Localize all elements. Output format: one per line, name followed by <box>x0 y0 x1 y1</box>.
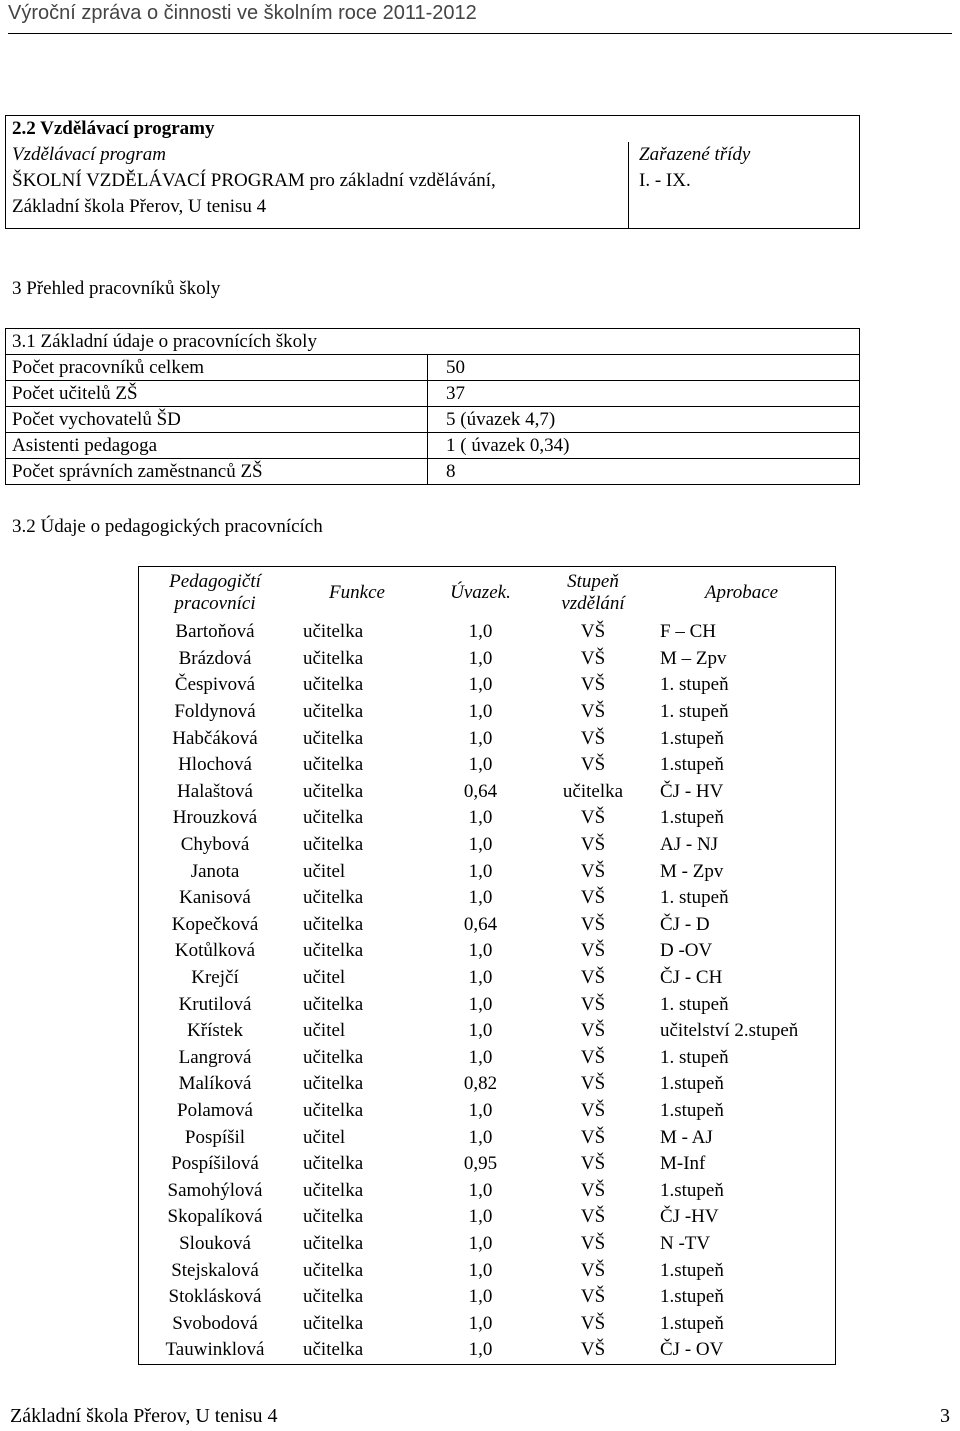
table-row <box>139 1098 836 1125</box>
teachers-header-row <box>139 567 836 620</box>
teacher-load: 1,0 <box>468 1126 493 1148</box>
teacher-education: učitelka <box>562 780 624 802</box>
teacher-approbation: 1.stupeň <box>660 1259 724 1281</box>
table-row <box>139 1204 836 1231</box>
teacher-load: 1,0 <box>468 993 493 1015</box>
teacher-approbation: 1.stupeň <box>660 807 724 829</box>
teacher-name: Skopalíková <box>167 1206 263 1228</box>
col-header-education-line1: Stupeň <box>567 571 619 592</box>
teacher-load: 1,0 <box>468 1046 493 1068</box>
teacher-function: učitelka <box>303 701 364 723</box>
teacher-function: učitelka <box>303 1339 364 1361</box>
table-row <box>139 672 836 699</box>
teacher-function: učitelka <box>303 1232 364 1254</box>
teacher-approbation: F – CH <box>660 621 716 643</box>
teacher-name: Janota <box>190 860 240 882</box>
teacher-approbation: 1.stupeň <box>660 1073 724 1095</box>
teacher-name: Polamová <box>177 1099 253 1121</box>
table-row <box>139 991 836 1018</box>
teachers-heading: 3.2 Údaje o pedagogických pracovnících <box>12 516 323 537</box>
teacher-load: 1,0 <box>468 701 493 723</box>
table-row <box>139 1071 836 1098</box>
teacher-name: Foldynová <box>174 701 256 723</box>
teacher-load: 1,0 <box>468 674 493 696</box>
teacher-approbation: 1.stupeň <box>660 1312 724 1334</box>
teacher-function: učitelka <box>303 1153 364 1175</box>
teacher-function: učitelka <box>303 1286 364 1308</box>
program-name-line2: Základní škola Přerov, U tenisu 4 <box>12 196 267 217</box>
teacher-name: Brázdová <box>178 647 252 669</box>
basic-staff-value: 5 (úvazek 4,7) <box>428 407 860 433</box>
teacher-load: 1,0 <box>468 834 493 856</box>
teacher-name: Slouková <box>179 1232 251 1254</box>
teacher-approbation: 1.stupeň <box>660 754 724 776</box>
table-row <box>139 1045 836 1072</box>
basic-staff-row <box>6 381 860 407</box>
teacher-load: 1,0 <box>468 940 493 962</box>
teacher-load: 0,82 <box>463 1073 498 1095</box>
teacher-education: VŠ <box>580 1153 606 1175</box>
teacher-function: učitel <box>303 967 346 989</box>
col-header-name-line1: Pedagogičtí <box>169 571 261 592</box>
teacher-education: VŠ <box>580 674 606 696</box>
col-header-name <box>139 567 292 620</box>
teacher-function: učitelka <box>303 913 364 935</box>
teacher-name: Malíková <box>178 1073 252 1095</box>
teacher-name: Samohýlová <box>167 1179 263 1201</box>
teacher-name: Čespivová <box>174 674 256 696</box>
teacher-approbation: 1. stupeň <box>660 674 729 696</box>
teacher-education: VŠ <box>580 967 606 989</box>
teacher-approbation: AJ - NJ <box>660 834 719 856</box>
teacher-function: učitel <box>303 860 346 882</box>
teacher-function: učitelka <box>303 647 364 669</box>
col-header-function: Funkce <box>329 582 385 603</box>
teacher-approbation: ČJ - D <box>660 913 710 935</box>
teacher-education: VŠ <box>580 1312 606 1334</box>
basic-staff-row <box>6 459 860 485</box>
teacher-approbation: 1. stupeň <box>660 887 729 909</box>
teacher-function: učitelka <box>303 727 364 749</box>
teacher-education: VŠ <box>580 834 606 856</box>
teacher-load: 1,0 <box>468 1232 493 1254</box>
teacher-load: 1,0 <box>468 1286 493 1308</box>
table-row <box>139 779 836 806</box>
teacher-education: VŠ <box>580 1073 606 1095</box>
teacher-load: 1,0 <box>468 1259 493 1281</box>
teacher-function: učitel <box>303 1020 346 1042</box>
teacher-function: učitelka <box>303 1179 364 1201</box>
teacher-load: 1,0 <box>468 887 493 909</box>
footer-page-number: 3 <box>940 1405 950 1427</box>
teacher-name: Svobodová <box>172 1312 258 1334</box>
teacher-approbation: N -TV <box>660 1232 711 1254</box>
teacher-education: VŠ <box>580 1126 606 1148</box>
teacher-education: VŠ <box>580 754 606 776</box>
teacher-education: VŠ <box>580 647 606 669</box>
table-row <box>139 619 836 646</box>
table-row <box>139 938 836 965</box>
teachers-table <box>138 566 836 1365</box>
teacher-function: učitelka <box>303 1099 364 1121</box>
teacher-function: učitelka <box>303 993 364 1015</box>
teacher-name: Pospíšil <box>184 1126 246 1148</box>
col-header-education <box>538 567 648 620</box>
teacher-load: 1,0 <box>468 1312 493 1334</box>
teacher-approbation: ČJ - OV <box>660 1339 724 1361</box>
teacher-approbation: 1.stupeň <box>660 727 724 749</box>
teacher-name: Hlochová <box>178 754 252 776</box>
teacher-function: učitelka <box>303 807 364 829</box>
teacher-approbation: 1.stupeň <box>660 1286 724 1308</box>
teacher-name: Tauwinklová <box>165 1339 265 1361</box>
table-row <box>139 646 836 673</box>
basic-staff-heading: 3.1 Základní údaje o pracovnících školy <box>6 329 860 355</box>
teacher-approbation: M-Inf <box>660 1153 706 1175</box>
teacher-function: učitel <box>303 1126 346 1148</box>
teacher-approbation: ČJ - HV <box>660 780 724 802</box>
teacher-load: 1,0 <box>468 1099 493 1121</box>
programs-heading: 2.2 Vzdělávací programy <box>12 118 215 139</box>
table-row <box>139 965 836 992</box>
teacher-education: VŠ <box>580 1099 606 1121</box>
table-row <box>139 725 836 752</box>
teacher-load: 1,0 <box>468 967 493 989</box>
table-row <box>139 1257 836 1284</box>
teacher-education: VŠ <box>580 1020 606 1042</box>
col-header-load: Úvazek. <box>450 582 511 603</box>
table-row <box>139 1310 836 1337</box>
teacher-education: VŠ <box>580 1232 606 1254</box>
table-row <box>139 1284 836 1311</box>
teacher-load: 1,0 <box>468 1206 493 1228</box>
teacher-education: VŠ <box>580 727 606 749</box>
table-row <box>139 1177 836 1204</box>
basic-staff-row <box>6 407 860 433</box>
teacher-function: učitelka <box>303 1259 364 1281</box>
teacher-name: Langrová <box>178 1046 252 1068</box>
teacher-load: 1,0 <box>468 621 493 643</box>
teacher-education: VŠ <box>580 887 606 909</box>
teacher-function: učitelka <box>303 780 364 802</box>
teacher-approbation: 1.stupeň <box>660 1099 724 1121</box>
teacher-load: 1,0 <box>468 754 493 776</box>
teacher-education: VŠ <box>580 1339 606 1361</box>
teacher-load: 0,64 <box>463 780 498 802</box>
table-row <box>139 832 836 859</box>
staff-overview-heading: 3 Přehled pracovníků školy <box>12 278 221 299</box>
basic-staff-label: Počet učitelů ZŠ <box>6 381 428 407</box>
program-column-label: Vzdělávací program <box>12 144 166 165</box>
table-row <box>139 699 836 726</box>
teacher-name: Hrouzková <box>172 807 258 829</box>
teacher-education: VŠ <box>580 621 606 643</box>
teacher-education: VŠ <box>580 1046 606 1068</box>
classes-column-label: Zařazené třídy <box>629 142 860 168</box>
teacher-load: 1,0 <box>468 807 493 829</box>
basic-staff-value: 8 <box>428 459 860 485</box>
teacher-name: Kanisová <box>179 887 251 909</box>
teacher-education: VŠ <box>580 1206 606 1228</box>
program-name-line1: ŠKOLNÍ VZDĚLÁVACÍ PROGRAM pro základní vzdělávání, <box>12 170 496 191</box>
program-classes: I. - IX. <box>629 168 860 229</box>
col-header-name-line2: pracovníci <box>174 593 256 614</box>
program-name <box>6 168 629 229</box>
teacher-education: VŠ <box>580 701 606 723</box>
teacher-education: VŠ <box>580 1286 606 1308</box>
teacher-approbation: 1. stupeň <box>660 1046 729 1068</box>
teacher-approbation: M - AJ <box>660 1126 713 1148</box>
basic-staff-value: 37 <box>428 381 860 407</box>
basic-staff-row <box>6 433 860 459</box>
teacher-function: učitelka <box>303 887 364 909</box>
teacher-name: Krutilová <box>178 993 252 1015</box>
table-row <box>139 1231 836 1258</box>
table-row <box>139 912 836 939</box>
teacher-name: Bartoňová <box>175 621 255 643</box>
teacher-function: učitelka <box>303 940 364 962</box>
teacher-name: Halaštová <box>177 780 253 802</box>
teacher-name: Kotůlková <box>174 940 256 962</box>
teacher-name: Habčáková <box>172 727 258 749</box>
teacher-load: 1,0 <box>468 1339 493 1361</box>
teacher-name: Kopečková <box>171 913 259 935</box>
teacher-function: učitelka <box>303 754 364 776</box>
table-row <box>139 858 836 885</box>
programs-table <box>5 115 860 229</box>
teacher-approbation: 1. stupeň <box>660 993 729 1015</box>
teacher-function: učitelka <box>303 1206 364 1228</box>
teacher-name: Stoklásková <box>168 1286 262 1308</box>
teacher-approbation: 1.stupeň <box>660 1179 724 1201</box>
teachers-rows <box>139 619 836 1364</box>
teacher-education: VŠ <box>580 913 606 935</box>
teacher-name: Pospíšilová <box>171 1153 259 1175</box>
basic-staff-label: Asistenti pedagoga <box>6 433 428 459</box>
teacher-approbation: M - Zpv <box>660 860 724 882</box>
teacher-load: 1,0 <box>468 1020 493 1042</box>
teacher-approbation: ČJ - CH <box>660 967 723 989</box>
basic-staff-value: 1 ( úvazek 0,34) <box>428 433 860 459</box>
teacher-function: učitelka <box>303 674 364 696</box>
teacher-function: učitelka <box>303 1046 364 1068</box>
teacher-function: učitelka <box>303 1312 364 1334</box>
teacher-function: učitelka <box>303 1073 364 1095</box>
basic-staff-label: Počet pracovníků celkem <box>6 355 428 381</box>
basic-staff-row <box>6 355 860 381</box>
teacher-load: 1,0 <box>468 647 493 669</box>
teacher-approbation: učitelství 2.stupeň <box>660 1020 799 1042</box>
table-row <box>139 1151 836 1178</box>
table-row <box>139 1337 836 1364</box>
teacher-load: 0,64 <box>463 913 498 935</box>
basic-staff-rows <box>6 355 860 485</box>
teacher-name: Chybová <box>180 834 250 856</box>
teacher-load: 1,0 <box>468 727 493 749</box>
teacher-approbation: D -OV <box>660 940 713 962</box>
teacher-load: 1,0 <box>468 860 493 882</box>
basic-staff-label: Počet správních zaměstnanců ZŠ <box>6 459 428 485</box>
teacher-load: 0,95 <box>463 1153 498 1175</box>
teacher-education: VŠ <box>580 860 606 882</box>
teacher-education: VŠ <box>580 993 606 1015</box>
table-row <box>139 1124 836 1151</box>
teacher-name: Křístek <box>187 1020 243 1042</box>
teacher-approbation: 1. stupeň <box>660 701 729 723</box>
teacher-approbation: M – Zpv <box>660 647 727 669</box>
teacher-name: Stejskalová <box>171 1259 259 1281</box>
basic-staff-value: 50 <box>428 355 860 381</box>
basic-staff-table <box>5 328 860 485</box>
header-rule <box>8 33 952 34</box>
footer-school: Základní škola Přerov, U tenisu 4 <box>10 1405 278 1427</box>
table-row <box>139 805 836 832</box>
table-row <box>139 1018 836 1045</box>
teacher-function: učitelka <box>303 834 364 856</box>
basic-staff-label: Počet vychovatelů ŠD <box>6 407 428 433</box>
page-header-title: Výroční zpráva o činnosti ve školním roce 2011-2012 <box>8 2 477 24</box>
teacher-education: VŠ <box>580 940 606 962</box>
teacher-education: VŠ <box>580 807 606 829</box>
col-header-education-line2: vzdělání <box>561 593 625 614</box>
teacher-name: Krejčí <box>191 967 239 989</box>
table-row <box>139 752 836 779</box>
teacher-approbation: ČJ -HV <box>660 1206 719 1228</box>
teacher-education: VŠ <box>580 1179 606 1201</box>
teacher-education: VŠ <box>580 1259 606 1281</box>
teacher-function: učitelka <box>303 621 364 643</box>
teacher-load: 1,0 <box>468 1179 493 1201</box>
table-row <box>139 885 836 912</box>
col-header-approbation: Aprobace <box>704 582 779 603</box>
